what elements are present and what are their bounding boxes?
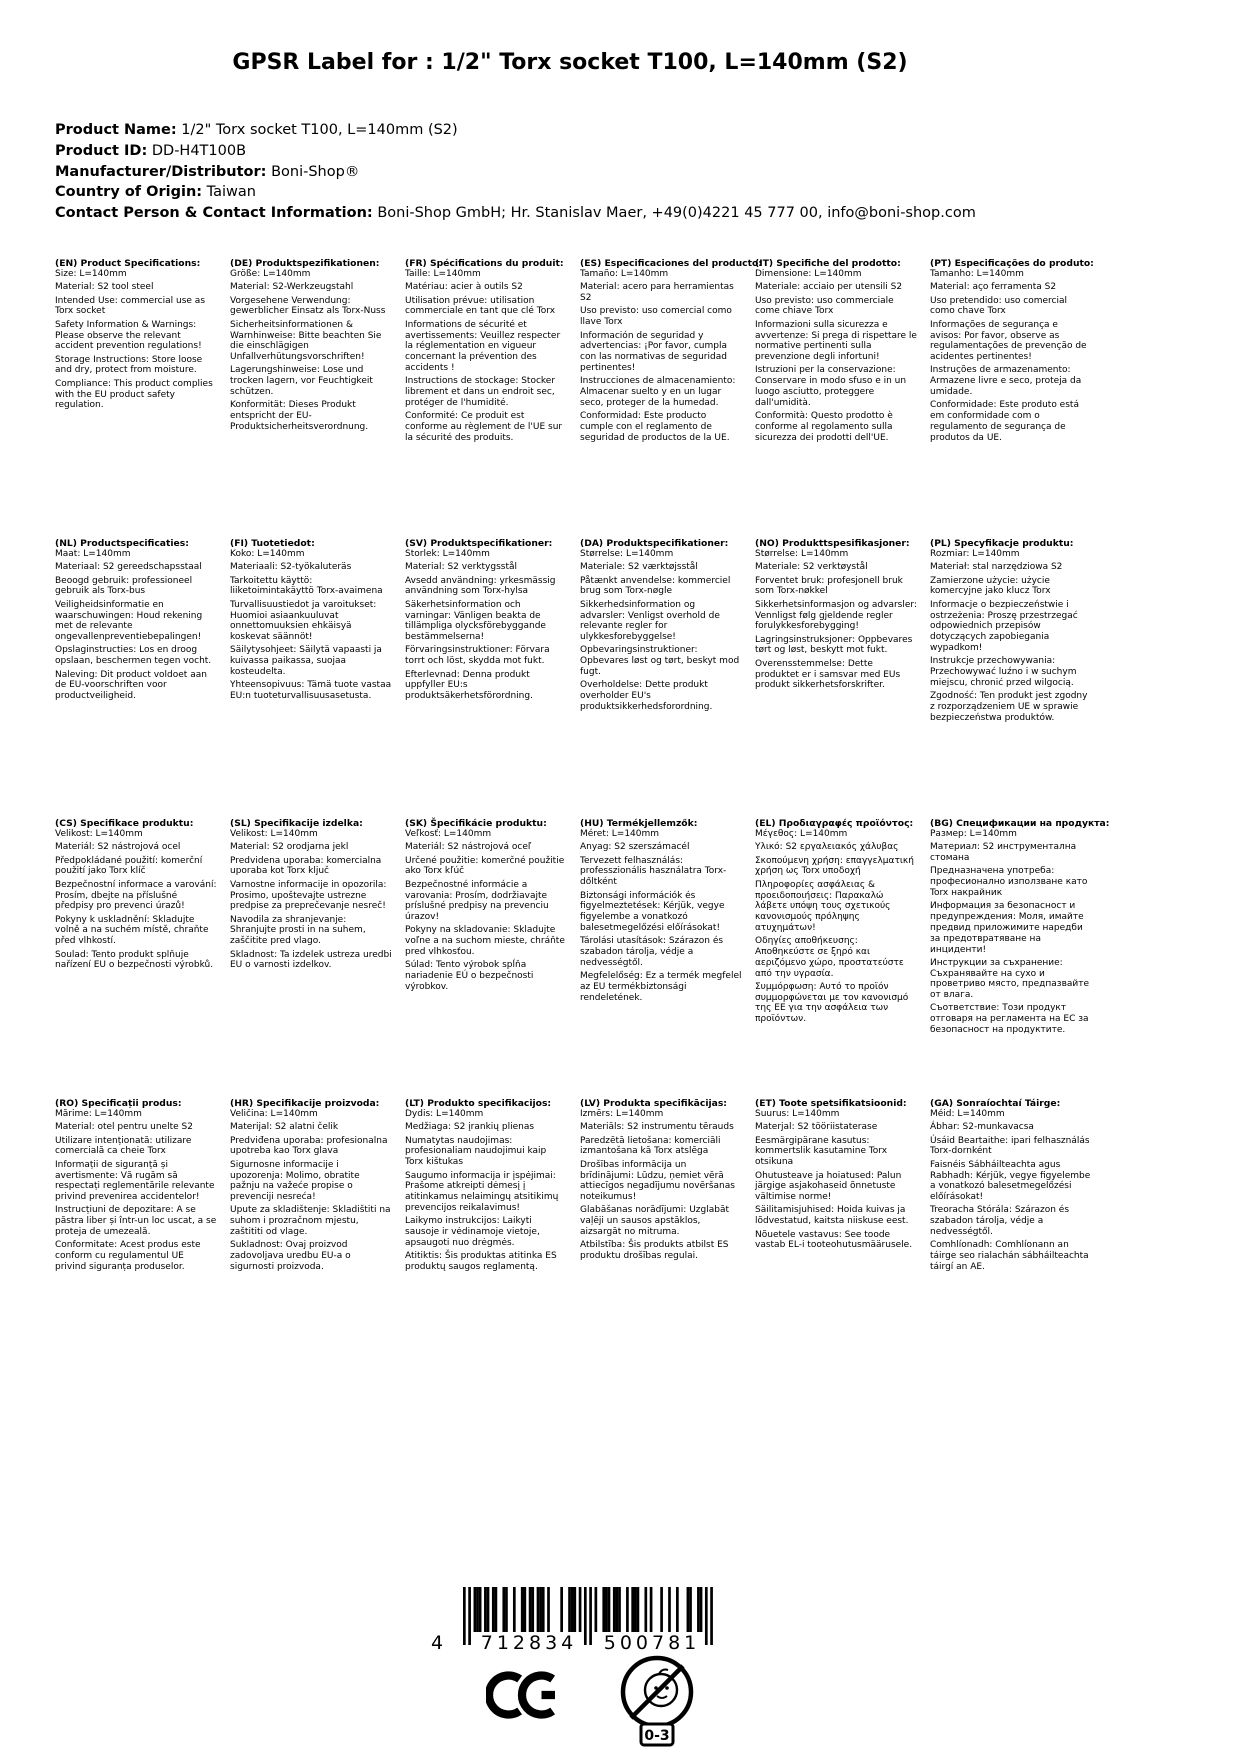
lang-block-paragraph: Úsáid Beartaithe: ipari felhasználás Torx-dornként bbox=[930, 1135, 1090, 1157]
lang-block-sl bbox=[230, 818, 392, 1098]
lang-block-paragraph: Instrucciones de almacenamiento: Almacenar suelto y en un lugar seco, proteger de la humedad. bbox=[580, 376, 736, 408]
lang-block-paragraph: Material: aço ferramenta S2 bbox=[930, 282, 1057, 293]
lang-block-paragraph: Tervezett felhasználás: professzionális használatra Torx-dőltként bbox=[580, 855, 727, 888]
barcode-right-group: 500781 bbox=[603, 1632, 701, 1654]
lang-block-heading: (HU) Termékjellemzők: bbox=[580, 818, 698, 829]
lang-block-paragraph: Tamaño: L=140mm bbox=[580, 269, 669, 280]
lang-block-paragraph: Zamierzone użycie: użycie komercyjne jako klucz Torx bbox=[930, 575, 1051, 597]
lang-block-paragraph: Soulad: Tento produkt splňuje nařízení EU o bezpečnosti výrobků. bbox=[55, 949, 214, 971]
lang-block-paragraph: Eesmärgipärane kasutus: kommertslik kasutamine Torx otsikuna bbox=[755, 1135, 888, 1168]
lang-block-el bbox=[755, 818, 917, 1098]
product-info-row bbox=[55, 182, 976, 203]
lang-block-pt bbox=[930, 258, 1092, 538]
product-info-value: 1/2" Torx socket T100, L=140mm (S2) bbox=[176, 122, 458, 138]
lang-block-paragraph: Material: S2 verktygsstål bbox=[405, 562, 518, 573]
lang-block-paragraph: Taille: L=140mm bbox=[405, 269, 481, 280]
lang-block-paragraph: Ábhar: S2-munkavacsa bbox=[930, 1122, 1034, 1133]
lang-block-paragraph: Upute za skladištenje: Skladištiti na suhom i prozračnom mjestu, zaštititi od vlage. bbox=[230, 1205, 391, 1237]
lang-block-paragraph: Předpokládané použití: komerční použití jako Torx klíč bbox=[55, 855, 203, 877]
lang-block-paragraph: Tamanho: L=140mm bbox=[930, 269, 1024, 280]
lang-block-paragraph: Conformité: Ce produit est conforme au règlement de l'UE sur la sécurité des produits. bbox=[405, 411, 563, 443]
product-info-row bbox=[55, 141, 976, 162]
lang-block-pl bbox=[930, 538, 1092, 818]
lang-block-heading: (EL) Προδιαγραφές προϊόντος: bbox=[755, 818, 914, 829]
lang-block-it bbox=[755, 258, 917, 538]
lang-block-sv bbox=[405, 538, 567, 818]
lang-block-paragraph: Pokyny na skladovanie: Skladujte voľne a na suchom mieste, chráňte pred vlhkosťou. bbox=[405, 925, 565, 957]
lang-block-paragraph: Utilisation prévue: utilisation commerciale en tant que clé Torx bbox=[405, 295, 556, 317]
lang-block-paragraph: Overholdelse: Dette produkt overholder EU's produktsikkerhedsforordning. bbox=[580, 680, 713, 712]
lang-block-paragraph: Velikost: L=140mm bbox=[55, 829, 143, 840]
lang-block-paragraph: Safety Information & Warnings: Please observe the relevant accident prevention regulations! bbox=[55, 319, 202, 352]
lang-block-paragraph: Matériau: acier à outils S2 bbox=[405, 282, 523, 293]
age-warning-label: 0-3 bbox=[644, 1728, 670, 1744]
lang-block-paragraph: Súlad: Tento výrobok spĺňa nariadenie EÚ o bezpečnosti výrobkov. bbox=[405, 960, 534, 992]
lang-block-paragraph: Informazioni sulla sicurezza e avvertenze: Si prega di rispettare le normative pertinenti sulla prevenzione degli infortuni! bbox=[755, 319, 917, 363]
lang-block-paragraph: Materiaal: S2 gereedschapsstaal bbox=[55, 562, 202, 573]
lang-block-paragraph: Material: S2 orodjarna jekl bbox=[230, 842, 349, 853]
lang-block-paragraph: Påtænkt anvendelse: kommerciel brug som Torx-nøgle bbox=[580, 575, 731, 597]
lang-block-paragraph: Σκοπούμενη χρήση: επαγγελματική χρήση ως Torx υποδοχή bbox=[755, 855, 914, 877]
lang-block-paragraph: Uso previsto: uso commerciale come chiave Torx bbox=[755, 295, 894, 317]
lang-block-paragraph: Материал: S2 инструментална стомана bbox=[930, 842, 1077, 864]
lang-block-heading: (BG) Спецификации на продукта: bbox=[930, 818, 1110, 829]
lang-block-paragraph: Conformidad: Este producto cumple con el reglamento de seguridad de productos de la UE. bbox=[580, 411, 730, 443]
lang-block-paragraph: Size: L=140mm bbox=[55, 269, 127, 280]
lang-block-paragraph: Bezpečnostné informácie a varovania: Prosím, dodržiavajte príslušné predpisy na prevenciu úrazov! bbox=[405, 879, 549, 923]
lang-block-heading: (GA) Sonraíochtaí Táirge: bbox=[930, 1098, 1061, 1109]
product-info-row bbox=[55, 120, 976, 141]
lang-block-paragraph: Lagerungshinweise: Lose und trocken lagern, vor Feuchtigkeit schützen. bbox=[230, 365, 373, 397]
lang-block-paragraph: Koko: L=140mm bbox=[230, 549, 305, 560]
lang-block-paragraph: Skladnost: Ta izdelek ustreza uredbi EU o varnosti izdelkov. bbox=[230, 949, 392, 971]
lang-block-paragraph: Materiale: S2 verktøystål bbox=[755, 562, 868, 573]
ce-mark-icon bbox=[486, 1668, 564, 1722]
lang-block-paragraph: Materiál: S2 nástrojová ocel bbox=[55, 842, 181, 853]
lang-block-paragraph: Ohutusteave ja hoiatused: Palun järgige asjakohaseid õnnetuste vältimise norme! bbox=[755, 1170, 902, 1203]
lang-block-heading: (ES) Especificaciones del producto: bbox=[580, 258, 762, 269]
lang-block-paragraph: Μέγεθος: L=140mm bbox=[755, 829, 848, 840]
lang-block-hr bbox=[230, 1098, 392, 1378]
lang-block-paragraph: Určené použitie: komerčné použitie ako Torx kľúč bbox=[405, 855, 565, 877]
lang-block-paragraph: Conformitate: Acest produs este conform cu regulamentul UE privind siguranța produselor. bbox=[55, 1240, 201, 1272]
lang-block-cs bbox=[55, 818, 217, 1098]
lang-block-paragraph: Zgodność: Ten produkt jest zgodny z rozporządzeniem UE w sprawie bezpieczeństwa produktów. bbox=[930, 691, 1088, 723]
lang-block-paragraph: Συμμόρφωση: Αυτό το προϊόν συμμορφώνεται με τον κανονισμό της ΕΕ για την ασφάλεια των προϊόντων. bbox=[755, 981, 909, 1025]
lang-block-paragraph: Atitiktis: Šis produktas atitinka ES produktų saugos reglamentą. bbox=[405, 1251, 557, 1272]
lang-block-paragraph: Størrelse: L=140mm bbox=[755, 549, 849, 560]
lang-block-paragraph: Compliance: This product complies with the EU product safety regulation. bbox=[55, 378, 213, 411]
lang-block-paragraph: Anyag: S2 szerszámacél bbox=[580, 842, 690, 853]
lang-block-paragraph: Drošības informācija un brīdinājumi: Lūdzu, ņemiet vērā attiecīgos negadījumu novēršanas noteikumus! bbox=[580, 1159, 735, 1203]
lang-block-ro bbox=[55, 1098, 217, 1378]
lang-block-bg bbox=[930, 818, 1110, 1098]
lang-block-paragraph: Megfelelőség: Ez a termék megfelel az EU termékbiztonsági rendeletének. bbox=[580, 971, 742, 1003]
lang-block-lv bbox=[580, 1098, 742, 1378]
lang-block-heading: (NO) Produkttspesifikasjoner: bbox=[755, 538, 910, 549]
lang-block-paragraph: Yhteensopivuus: Tämä tuote vastaa EU:n tuoteturvallisuusasetusta. bbox=[230, 680, 392, 702]
lang-block-paragraph: Materiāls: S2 instrumentu tērauds bbox=[580, 1122, 734, 1133]
lang-block-heading: (SV) Produktspecifikationer: bbox=[405, 538, 553, 549]
product-info-label: Product Name: bbox=[55, 122, 177, 138]
product-info-value: Taiwan bbox=[202, 184, 256, 201]
lang-block-paragraph: Størrelse: L=140mm bbox=[580, 549, 674, 560]
lang-block-paragraph: Размер: L=140mm bbox=[930, 829, 1017, 840]
lang-block-paragraph: Conformità: Questo prodotto è conforme al regolamento sulla sicurezza dei prodotti dell'UE. bbox=[755, 411, 893, 443]
lang-block-paragraph: Instrucțiuni de depozitare: A se păstra liber și într-un loc uscat, a se proteja de umezeală. bbox=[55, 1205, 217, 1237]
lang-block-paragraph: Storlek: L=140mm bbox=[405, 549, 490, 560]
lang-block-paragraph: Intended Use: commercial use as Torx socket bbox=[55, 295, 206, 317]
lang-block-paragraph: Съответствие: Този продукт отговаря на регламента на ЕС за безопасност на продуктите. bbox=[930, 1003, 1089, 1036]
lang-block-paragraph: Veľkosť: L=140mm bbox=[405, 829, 492, 840]
lang-block-paragraph: Förvaringsinstruktioner: Förvara torrt och löst, skydda mot fukt. bbox=[405, 645, 550, 667]
lang-block-paragraph: Velikost: L=140mm bbox=[230, 829, 318, 840]
lang-block-paragraph: Bezpečnostní informace a varování: Prosím, dbejte na příslušné předpisy pro prevenci úrazů! bbox=[55, 879, 217, 912]
lang-block-hu bbox=[580, 818, 742, 1098]
lang-block-paragraph: Maat: L=140mm bbox=[55, 549, 131, 560]
lang-block-paragraph: Glabāšanas norādījumi: Uzglabāt vaļēji un sausos apstāklos, aizsargāt no mitruma. bbox=[580, 1205, 729, 1237]
lang-block-paragraph: Инструкции за съхранение: Съхранявайте на сухо и проветриво място, предпазвайте от влага. bbox=[930, 957, 1090, 1001]
product-info-label: Country of Origin: bbox=[55, 184, 203, 201]
lang-block-paragraph: Информация за безопасност и предупреждения: Моля, имайте предвид приложимите наредби за предотвратяване на инциденти! bbox=[930, 901, 1084, 955]
lang-block-paragraph: Dydis: L=140mm bbox=[405, 1109, 484, 1120]
lang-block-paragraph: Beoogd gebruik: professioneel gebruik als Torx-bus bbox=[55, 575, 193, 597]
lang-block-paragraph: Méret: L=140mm bbox=[580, 829, 660, 840]
lang-block-nl bbox=[55, 538, 217, 818]
lang-block-heading: (SL) Specifikacije izdelka: bbox=[230, 818, 363, 829]
lang-block-paragraph: Instructions de stockage: Stocker librement et dans un endroit sec, protéger de l'humidité. bbox=[405, 376, 556, 408]
product-info bbox=[55, 120, 976, 224]
lang-block-paragraph: Materiál: S2 nástrojová oceľ bbox=[405, 842, 532, 853]
lang-block-no bbox=[755, 538, 917, 818]
lang-block-paragraph: Informacje o bezpieczeństwie i ostrzeżenia: Proszę przestrzegać odpowiednich przepisów dotyczących zapobiegania wypadkom! bbox=[930, 599, 1078, 653]
lang-block-paragraph: Numatytas naudojimas: profesionaliam naudojimui kaip Torx kištukas bbox=[405, 1135, 547, 1168]
lang-block-paragraph: Lagringsinstruksjoner: Oppbevares tørt og løst, beskytt mot fukt. bbox=[755, 634, 913, 656]
lang-block-heading: (EN) Product Specifications: bbox=[55, 258, 201, 269]
lang-block-paragraph: Predviđena uporaba: profesionalna upotreba kao Torx glava bbox=[230, 1135, 388, 1157]
lang-block-heading: (LT) Produkto specifikacijos: bbox=[405, 1098, 552, 1109]
lang-block-paragraph: Materijal: S2 alatni čelik bbox=[230, 1122, 339, 1133]
lang-block-paragraph: Opslaginstructies: Los en droog opslaan, beschermen tegen vocht. bbox=[55, 645, 212, 667]
age-warning-0-3-icon bbox=[615, 1650, 699, 1750]
product-info-row bbox=[55, 203, 976, 224]
lang-block-paragraph: Informații de siguranță și avertismente: Vă rugăm să respectați reglementările relevante privind prevenirea accidentelor! bbox=[55, 1159, 215, 1203]
lang-block-paragraph: Οδηγίες αποθήκευσης: Αποθηκεύστε σε ξηρό και αεριζόμενο χώρο, προστατεύστε από την υγρασία. bbox=[755, 936, 904, 979]
lang-block-heading: (PL) Specyfikacje produktu: bbox=[930, 538, 1074, 549]
lang-block-paragraph: Materiał: stal narzędziowa S2 bbox=[930, 562, 1063, 573]
product-info-value: DD-H4T100B bbox=[147, 142, 247, 159]
lang-block-paragraph: Turvallisuustiedot ja varoitukset: Huomioi asiaankuuluvat onnettomuuksien ehkäisyä koskevat säännöt! bbox=[230, 599, 377, 643]
lang-block-paragraph: Suurus: L=140mm bbox=[755, 1109, 840, 1120]
lang-block-paragraph: Πληροφορίες ασφάλειας & προειδοποιήσεις: Παρακαλώ λάβετε υπόψη τους σχετικούς κανονισμούς πρόληψης ατυχημάτων! bbox=[755, 879, 891, 933]
lang-block-paragraph: Predvidena uporaba: komercialna uporaba kot Torx ključ bbox=[230, 855, 382, 877]
product-info-value: Boni-Shop® bbox=[266, 163, 360, 180]
lang-block-heading: (HR) Specifikacije proizvoda: bbox=[230, 1098, 380, 1109]
lang-block-paragraph: Utilizare intenționată: utilizare comercială ca cheie Torx bbox=[55, 1135, 192, 1157]
lang-block-paragraph: Material: acero para herramientas S2 bbox=[580, 282, 734, 304]
lang-block-paragraph: Forventet bruk: profesjonell bruk som Torx-nøkkel bbox=[755, 575, 903, 597]
lang-block-paragraph: Faisnéis Sábháilteachta agus Rabhadh: Kérjük, vegye figyelembe a vonatkozó balesetmegelőzési előírásokat! bbox=[930, 1159, 1091, 1203]
lang-block-paragraph: Sikkerhedsinformation og advarsler: Venligst overhold de relevante regler for ulykkesforebyggelse! bbox=[580, 599, 720, 643]
lang-block-paragraph: Materiale: acciaio per utensili S2 bbox=[755, 282, 903, 293]
product-info-row bbox=[55, 162, 976, 183]
lang-block-paragraph: Izmērs: L=140mm bbox=[580, 1109, 664, 1120]
barcode-left-group: 712834 bbox=[480, 1632, 578, 1654]
lang-block-paragraph: Navodila za shranjevanje: Shranjujte prosti in na suhem, zaščitite pred vlago. bbox=[230, 914, 366, 947]
lang-block-da bbox=[580, 538, 742, 818]
lang-block-paragraph: Avsedd användning: yrkesmässig användning som Torx-hylsa bbox=[405, 575, 556, 597]
lang-block-heading: (DA) Produktspecifikationer: bbox=[580, 538, 729, 549]
lang-block-de bbox=[230, 258, 392, 538]
lang-block-paragraph: Overensstemmelse: Dette produktet er i samsvar med EUs produkt sikkerhetsforskrifter. bbox=[755, 658, 901, 691]
lang-block-paragraph: Saugumo informacija ir įspėjimai: Prašome atkreipti dėmesį į atitinkamus nelaimingų atsitikimų prevencijos reikalavimus! bbox=[405, 1170, 559, 1213]
lang-block-paragraph: Uso pretendido: uso comercial como chave Torx bbox=[930, 295, 1067, 317]
lang-block-paragraph: Υλικό: S2 εργαλειακός χάλυβας bbox=[755, 842, 899, 853]
lang-block-paragraph: Sicherheitsinformationen & Warnhinweise: Bitte beachten Sie die einschlägigen Unfallverhütungsvorschriften! bbox=[230, 319, 382, 363]
lang-block-paragraph: Información de seguridad y advertencias: ¡Por favor, cumpla con las normativas de seguridad pertinentes! bbox=[580, 330, 727, 373]
lang-block-en bbox=[55, 258, 217, 538]
lang-block-heading: (LV) Produkta specifikācijas: bbox=[580, 1098, 727, 1109]
lang-block-paragraph: Materiaali: S2-työkaluteräs bbox=[230, 562, 352, 573]
lang-block-fi bbox=[230, 538, 392, 818]
lang-block-paragraph: Storage Instructions: Store loose and dry, protect from moisture. bbox=[55, 354, 203, 376]
lang-block-paragraph: Material: S2-Werkzeugstahl bbox=[230, 282, 354, 293]
lang-block-heading: (FI) Tuotetiedot: bbox=[230, 538, 315, 549]
page-title: GPSR Label for : 1/2" Torx socket T100, L=140mm (S2) bbox=[232, 50, 908, 75]
lang-block-paragraph: Größe: L=140mm bbox=[230, 269, 311, 280]
lang-block-paragraph: Säilytysohjeet: Säilytä vapaasti ja kuivassa paikassa, suojaa kosteudelta. bbox=[230, 645, 382, 677]
lang-block-paragraph: Veličina: L=140mm bbox=[230, 1109, 318, 1120]
lang-block-heading: (FR) Spécifications du produit: bbox=[405, 258, 564, 269]
lang-block-paragraph: Nõuetele vastavus: See toode vastab EL-i tooteohutusmäärusele. bbox=[755, 1229, 913, 1251]
lang-block-paragraph: Conformidade: Este produto está em conformidade com o regulamento de segurança de produtos da UE. bbox=[930, 400, 1079, 443]
lang-block-paragraph: Sukladnost: Ovaj proizvod zadovoljava uredbu EU-a o sigurnosti proizvoda. bbox=[230, 1240, 351, 1272]
lang-block-sk bbox=[405, 818, 567, 1098]
lang-block-paragraph: Sigurnosne informacije i upozorenja: Molimo, obratite pažnju na važeće propise o prevenciji nesreća! bbox=[230, 1159, 360, 1203]
lang-block-paragraph: Laikymo instrukcijos: Laikyti sausoje ir vėdinamoje vietoje, apsaugoti nuo drėgmės. bbox=[405, 1216, 540, 1248]
lang-block-paragraph: Atbilstība: Šis produkts atbilst ES produktu drošības regulai. bbox=[580, 1240, 729, 1262]
lang-block-heading: (IT) Specifiche del prodotto: bbox=[755, 258, 901, 269]
barcode-lead-digit: 4 bbox=[431, 1632, 444, 1654]
lang-block-paragraph: Treoracha Stórála: Szárazon és szabadon tárolja, védje a nedvességtől. bbox=[930, 1205, 1070, 1237]
lang-block-paragraph: Istruzioni per la conservazione: Conservare in modo sfuso e in un luogo asciutto, proteggere dall'umidità. bbox=[755, 365, 907, 408]
lang-block-paragraph: Instrukcje przechowywania: Przechowywać luźno i w suchym miejscu, chronić przed wilgocią. bbox=[930, 656, 1077, 688]
lang-block-paragraph: Sikkerhetsinformasjon og advarsler: Vennligst følg gjeldende regler forulykkesforebygging! bbox=[755, 599, 917, 632]
product-info-label: Manufacturer/Distributor: bbox=[55, 163, 267, 180]
lang-block-paragraph: Mărime: L=140mm bbox=[55, 1109, 142, 1120]
lang-block-heading: (NL) Productspecificaties: bbox=[55, 538, 189, 549]
product-info-label: Product ID: bbox=[55, 142, 148, 159]
lang-block-paragraph: Säkerhetsinformation och varningar: Vänligen beakta de tillämpliga olycksförebyggande bestämmelserna! bbox=[405, 599, 546, 643]
lang-block-paragraph: Rozmiar: L=140mm bbox=[930, 549, 1020, 560]
lang-block-paragraph: Tárolási utasítások: Szárazon és szabadon tárolja, védje a nedvességtől. bbox=[580, 936, 724, 968]
lang-block-paragraph: Comhlíonadh: Comhlíonann an táirge seo rialachán sábháilteachta táirgí an AE. bbox=[930, 1240, 1089, 1272]
lang-block-es bbox=[580, 258, 762, 538]
lang-block-paragraph: Naleving: Dit product voldoet aan de EU-voorschriften voor productveiligheid. bbox=[55, 669, 207, 702]
lang-block-paragraph: Efterlevnad: Denna produkt uppfyller EU:s produktsäkerhetsförordning. bbox=[405, 669, 533, 702]
lang-block-paragraph: Materiale: S2 værktøjsstål bbox=[580, 562, 698, 573]
lang-block-paragraph: Instruções de armazenamento: Armazene livre e seco, proteja da umidade. bbox=[930, 365, 1082, 397]
lang-block-lt bbox=[405, 1098, 567, 1378]
lang-block-paragraph: Dimensione: L=140mm bbox=[755, 269, 862, 280]
lang-block-paragraph: Pokyny k uskladnění: Skladujte volně a na suchém místě, chraňte před vlhkostí. bbox=[55, 914, 209, 947]
lang-block-paragraph: Materjal: S2 tööriistaterase bbox=[755, 1122, 878, 1133]
lang-block-ga bbox=[930, 1098, 1092, 1378]
product-info-label: Contact Person & Contact Information: bbox=[55, 205, 373, 222]
lang-block-heading: (SK) Špecifikácie produktu: bbox=[405, 818, 547, 829]
lang-block-paragraph: Informações de segurança e avisos: Por favor, observe as regulamentações de prevenção de acidentes pertinentes! bbox=[930, 319, 1087, 363]
lang-block-paragraph: Paredzētā lietošana: komerciāli izmantošana kā Torx atslēga bbox=[580, 1135, 721, 1157]
lang-block-heading: (DE) Produktspezifikationen: bbox=[230, 258, 380, 269]
lang-block-paragraph: Uso previsto: uso comercial como llave Torx bbox=[580, 306, 732, 328]
product-info-value: Boni-Shop GmbH; Hr. Stanislav Maer, +49(0)4221 45 777 00, info@boni-shop.com bbox=[372, 205, 976, 222]
lang-block-paragraph: Biztonsági információk és figyelmeztetések: Kérjük, vegye figyelembe a vonatkozó balesetmegelőzési előírásokat! bbox=[580, 890, 725, 933]
lang-block-paragraph: Tarkoitettu käyttö: liiketoimintakäyttö Torx-avaimena bbox=[230, 575, 383, 597]
lang-block-paragraph: Предназначена употреба: професионално използване като Torx накрайник bbox=[930, 866, 1088, 899]
lang-block-heading: (RO) Specificații produs: bbox=[55, 1098, 182, 1109]
lang-block-paragraph: Konformität: Dieses Produkt entspricht der EU-Produktsicherheitsverordnung. bbox=[230, 400, 369, 432]
lang-block-et bbox=[755, 1098, 917, 1378]
lang-block-paragraph: Méid: L=140mm bbox=[930, 1109, 1005, 1120]
lang-block-heading: (PT) Especificações do produto: bbox=[930, 258, 1094, 269]
lang-block-paragraph: Material: S2 tool steel bbox=[55, 282, 154, 293]
lang-block-paragraph: Material: otel pentru unelte S2 bbox=[55, 1122, 193, 1133]
lang-block-paragraph: Medžiaga: S2 įrankių plienas bbox=[405, 1122, 535, 1133]
lang-block-paragraph: Varnostne informacije in opozorila: Prosimo, upoštevajte ustrezne predpise za preprečevanje nesreč! bbox=[230, 879, 387, 912]
lang-block-fr bbox=[405, 258, 567, 538]
lang-block-heading: (CS) Specifikace produktu: bbox=[55, 818, 194, 829]
lang-block-paragraph: Informations de sécurité et avertissements: Veuillez respecter la réglementation en vigueur concernant la prévention des accidents ! bbox=[405, 319, 561, 373]
lang-block-paragraph: Opbevaringsinstruktioner: Opbevares løst og tørt, beskyt mod fugt. bbox=[580, 645, 740, 677]
language-grid bbox=[55, 258, 1110, 1378]
lang-block-heading: (ET) Toote spetsifikatsioonid: bbox=[755, 1098, 907, 1109]
lang-block-paragraph: Säilitamisjuhised: Hoida kuivas ja lõdvestatud, kaitsta niiskuse eest. bbox=[755, 1205, 909, 1227]
lang-block-paragraph: Veiligheidsinformatie en waarschuwingen: Houd rekening met de relevante ongevallenpreventiebepalingen! bbox=[55, 599, 203, 643]
lang-block-paragraph: Vorgesehene Verwendung: gewerblicher Einsatz als Torx-Nuss bbox=[230, 295, 386, 317]
